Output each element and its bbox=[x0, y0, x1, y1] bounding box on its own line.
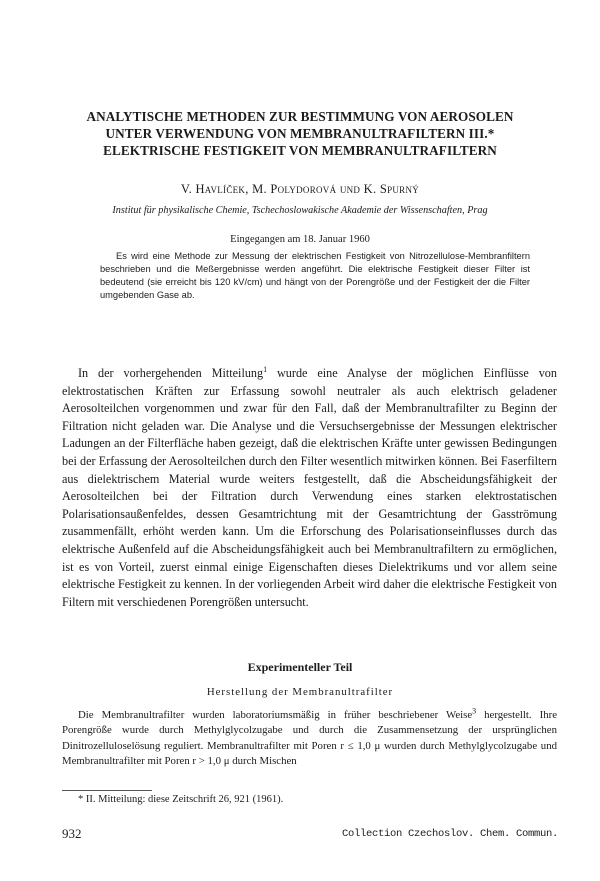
journal-name: Collection Czechoslov. Chem. Commun. bbox=[341, 828, 558, 840]
introduction-paragraph bbox=[62, 365, 557, 611]
page-number: 932 bbox=[62, 826, 82, 841]
subsection-heading: Herstellung der Membranultrafilter bbox=[206, 686, 394, 698]
received-date: Eingegangen am 18. Januar 1960 bbox=[230, 234, 370, 245]
title-line-3: ELEKTRISCHE FESTIGKEIT VON MEMBRANULTRAFILTERN bbox=[103, 143, 497, 158]
paper-title bbox=[40, 108, 560, 159]
abstract: Es wird eine Methode zur Messung der elektrischen Festigkeit von Nitrozellulose-Membranfiltern beschrieben und die Meßergebnisse werden angeführt. Die elektrische Festigkeit dieser Filter ist bedeutend (sie erreicht bis 120 kV/cm) und hängt von der Porengröße und der Festigkeit der die Filter umgebenden Gase ab. bbox=[100, 251, 530, 300]
affiliation: Institut für physikalische Chemie, Tschechoslowakische Akademie der Wissenschaften, Prag bbox=[112, 205, 488, 216]
title-line-1: ANALYTISCHE METHODEN ZUR BESTIMMUNG VON AEROSOLEN bbox=[86, 109, 514, 124]
intro-text-rest: wurde eine Analyse der möglichen Einflüsse von elektrostatischen Kräften zur Erfassung sowohl neutraler als auch elektrisch geladener Aerosolteilchen vorgenommen und zwar für den Fall, daß der Membranultrafilter zu Beginn der Filtration nicht geladen war. Die Analyse und die Versuchsergebnisse der Messungen elektrischer Ladungen an der Filterfläche haben gezeigt, daß die elektrischen Kräfte unter gewissen Bedingungen bei der Erfassung der Aerosolteilchen durch den Filter wesentlich mitwirken können. Bei Faserfiltern aus dielektrischem Material wurde weiters festgestellt, daß die Abscheidungsfähigkeit der Aerosolteilchen bei der Filtration durch Verwendung eines starken elektrostatischen Polarisationsaußenfeldes, dessen Gesamtrichtung mit der Gesamtrichtung der Gasströmung zusammenfällt, erhöht werden kann. Um die Erforschung des Polarisationseinflusses durch das elektrische Außenfeld auf die Abscheidungsfähigkeit auch bei Membranultrafiltern zu ermöglichen, ist es von Vorteil, zuerst einmal einige Eigenschaften dieses Dielektrikums und vor allem seine elektrische Festigkeit zu kennen. In der vorliegenden Arbeit wird daher die elektrische Festigkeit von Filtern mit verschiedenen Porengrößen untersucht. bbox=[62, 366, 557, 609]
authors: V. Havlíček, M. Polydorová und K. Spurný bbox=[180, 182, 420, 196]
section-heading: Experimenteller Teil bbox=[247, 660, 353, 674]
intro-text-start: In der vorhergehenden Mitteilung bbox=[78, 366, 264, 380]
footnote: * II. Mitteilung: diese Zeitschrift 26, 921 (1961). bbox=[78, 794, 284, 805]
reference-marker: 1 bbox=[263, 364, 268, 374]
reference-marker: 3 bbox=[472, 706, 477, 716]
footnote-divider bbox=[62, 790, 152, 791]
methods-text-start: Die Membranultrafilter wurden laboratoriumsmäßig in früher beschriebener Weise bbox=[78, 709, 473, 721]
methods-paragraph bbox=[62, 708, 557, 770]
methods-text-rest: hergestellt. Ihre Porengröße wurde durch Methylglycolzugabe und durch die Zusammensetzung der ursprünglichen Dinitrozelluloselösung reguliert. Membranultrafilter mit Poren r ≤ 1,0 μ wurden durch Methylglycolzugabe und Membranultrafilter mit Poren r > 1,0 μ durch Mischen bbox=[62, 709, 557, 768]
title-line-2: UNTER VERWENDUNG VON MEMBRANULTRAFILTERN III.* bbox=[105, 126, 495, 141]
